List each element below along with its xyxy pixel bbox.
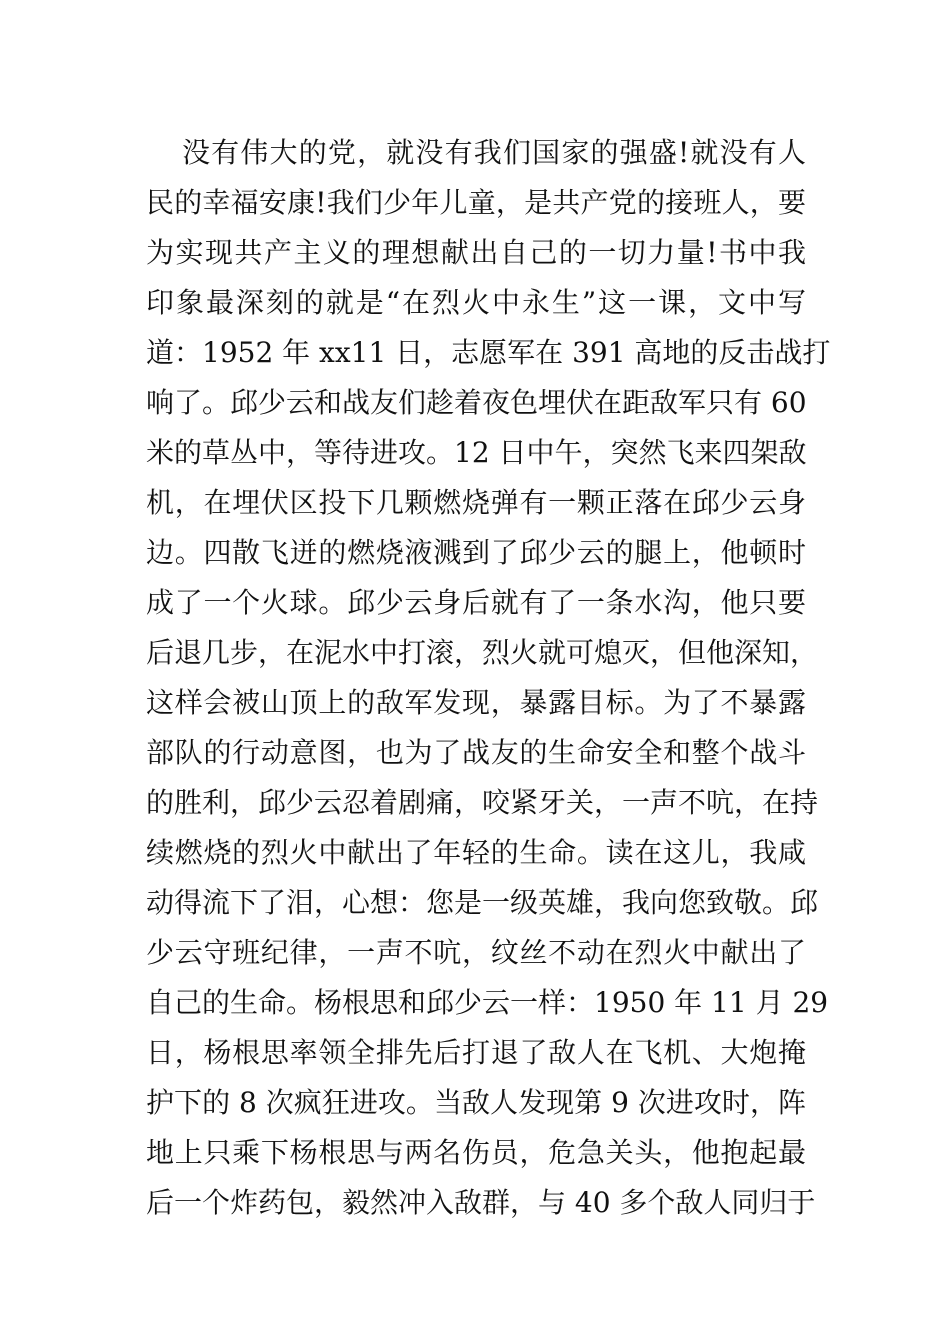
text-line: 响了。邱少云和战友们趁着夜色埋伏在距敌军只有 60 bbox=[146, 386, 807, 419]
body-paragraph bbox=[146, 128, 831, 1228]
text-line: 动得流下了泪，心想：您是一级英雄，我向您致敬。邱 bbox=[146, 886, 819, 919]
text-line: 成了一个火球。邱少云身后就有了一条水沟，他只要 bbox=[146, 586, 806, 619]
text-line: 机，在埋伏区投下几颗燃烧弹有一颗正落在邱少云身 bbox=[146, 486, 806, 519]
text-line: 米的草丛中，等待进攻。12 日中午，突然飞来四架敌 bbox=[146, 436, 807, 469]
text-line: 这样会被山顶上的敌军发现，暴露目标。为了不暴露 bbox=[146, 686, 806, 719]
text-line: 道：1952 年 xx11 日，志愿军在 391 高地的反击战打 bbox=[146, 336, 831, 369]
text-line: 后一个炸药包，毅然冲入敌群，与 40 多个敌人同归于 bbox=[146, 1186, 816, 1219]
text-line: 边。四散飞迸的燃烧液溅到了邱少云的腿上，他顿时 bbox=[146, 536, 806, 569]
text-line: 续燃烧的烈火中献出了年轻的生命。读在这儿，我咸 bbox=[146, 836, 806, 869]
text-line: 的胜利，邱少云忍着剧痛，咬紧牙关，一声不吭，在持 bbox=[146, 786, 819, 819]
text-line: 地上只乘下杨根思与两名伤员，危急关头，他抱起最 bbox=[146, 1136, 806, 1169]
text-line: 部队的行动意图，也为了战友的生命安全和整个战斗 bbox=[146, 736, 806, 769]
text-line: 护下的 8 次疯狂进攻。当敌人发现第 9 次进攻时，阵 bbox=[146, 1086, 806, 1119]
text-line: 印象最深刻的就是“在烈火中永生”这一课，文中写 bbox=[146, 286, 806, 319]
text-line: 没有伟大的党，就没有我们国家的强盛!就没有人 bbox=[182, 136, 806, 169]
text-line: 后退几步，在泥水中打滚，烈火就可熄灭，但他深知， bbox=[146, 636, 819, 669]
text-line: 为实现共产主义的理想献出自己的一切力量!书中我 bbox=[146, 236, 806, 269]
text-line: 少云守班纪律，一声不吭，纹丝不动在烈火中献出了 bbox=[146, 936, 806, 969]
text-line: 日，杨根思率领全排先后打退了敌人在飞机、大炮掩 bbox=[146, 1036, 806, 1069]
text-line: 自己的生命。杨根思和邱少云一样：1950 年 11 月 29 bbox=[146, 986, 829, 1019]
text-line: 民的幸福安康!我们少年儿童，是共产党的接班人，要 bbox=[146, 186, 806, 219]
